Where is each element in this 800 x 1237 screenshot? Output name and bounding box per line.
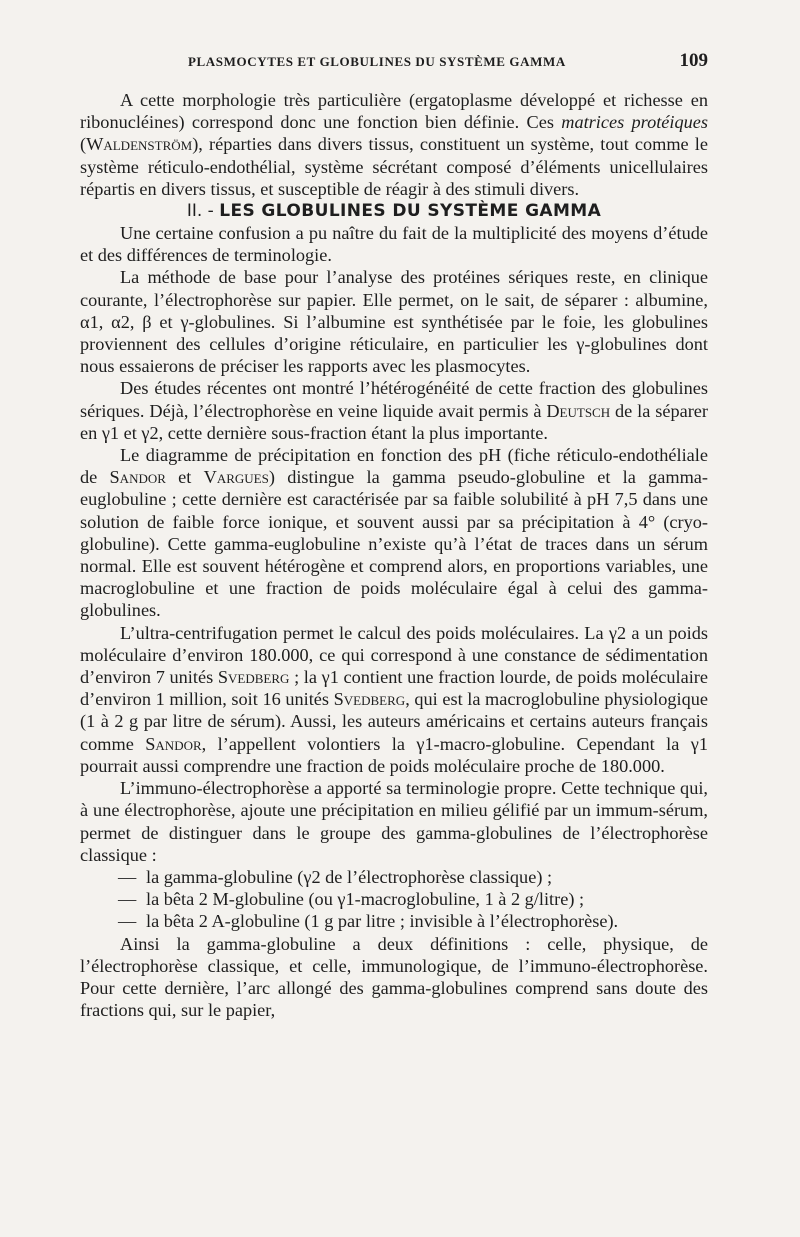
text-run: Des études récentes ont montré l’hétérogénéité de cette fraction des globulines sériques. Déjà, l’électrophorèse en veine liquide avait permis à <box>80 378 708 421</box>
text-run: A cette morphologie très particulière (ergatoplasme développé et richesse en ribonucléines) correspond donc une fonction bien définie. Ces <box>80 90 708 133</box>
paragraph: La méthode de base pour l’analyse des protéines sériques reste, en clinique courante, l’électrophorèse sur papier. Elle permet, on le sait, de séparer : albumine, α1, α2, β et γ-globulines. Si l’albumine est synthétisée par le foie, les globulines proviennent des cellules d’origine réticulaire, en particulier les γ-globulines dont nous essaierons de préciser les rapports avec les plasmocytes. <box>80 267 708 377</box>
text-run: ), réparties dans divers tissus, constituent un système, tout comme le système réticulo-endothélial, système sécrétant composé d’éléments unicellulaires répartis en divers tissus, et susceptible de réagir à des stimuli divers. <box>80 134 708 199</box>
author-name: Waldenström <box>86 134 193 155</box>
dash-list <box>80 866 708 933</box>
list-item: — la gamma-globuline (γ2 de l’électrophorèse classique) ; <box>80 866 708 888</box>
paragraph <box>80 444 708 622</box>
text-run: de la séparer en γ1 et γ2, cette dernière sous-fraction étant la plus importante. <box>80 400 709 443</box>
section-heading <box>80 200 708 222</box>
author-name: Svedberg <box>217 667 290 688</box>
running-head: PLASMOCYTES ET GLOBULINES DU SYSTÈME GAMMA <box>188 54 566 69</box>
text-run: Le diagramme de précipitation en fonction des pH (fiche réticulo-endothéliale de <box>80 445 708 488</box>
text-run: , l’appellent volontiers la γ1-macro-globuline. Cependant la γ1 pourrait aussi comprendre une fraction de poids moléculaire proche de 180.000. <box>80 733 708 776</box>
paragraph: L’immuno-électrophorèse a apporté sa terminologie propre. Cette technique qui, à une électrophorèse, ajoute une précipitation en milieu gélifié par un immum-sérum, permet de distinguer dans le groupe des gamma-globulines de l’électrophorèse classique : <box>80 778 708 865</box>
author-name: Deutsch <box>546 400 611 421</box>
list-item: — la bêta 2 A-globuline (1 g par litre ; invisible à l’électrophorèse). <box>80 910 708 932</box>
text-run: ( <box>80 134 87 155</box>
section-title: LES GLOBULINES DU SYSTÈME GAMMA <box>219 201 602 222</box>
author-name: Sandor <box>145 733 202 754</box>
page-header <box>80 50 708 74</box>
text-run: ; la γ1 contient une fraction lourde, de poids moléculaire d’environ 1 million, soit 16 unités <box>80 667 709 710</box>
paragraph <box>80 377 708 444</box>
text-run: , qui est la macroglobuline physiologique (1 à 2 g par litre de sérum). Aussi, les auteurs américains et certains auteurs français comme <box>80 689 708 754</box>
author-name: Sandor <box>109 467 166 488</box>
italic-term: matrices protéiques <box>561 112 709 133</box>
paragraph <box>80 622 708 777</box>
section-number: II. - <box>186 201 214 222</box>
page-body <box>80 89 708 1021</box>
text-run: ) distingue la gamma pseudo-globuline et la gamma-euglobuline ; cette dernière est caractérisée par sa faible solubilité à pH 7,5 dans une solution de faible force ionique, et souvent aussi par sa précipitation à 4° (cryo-globuline). Cette gamma-euglobuline n’existe qu’à l’état de traces dans un sérum normal. Elle est souvent hétérogène et comprend alors, en proportions variables, une macroglobuline et une fraction de poids moléculaire égal à celui des gamma-globulines. <box>80 467 708 621</box>
paragraph: Une certaine confusion a pu naître du fait de la multiplicité des moyens d’étude et des différences de terminologie. <box>80 223 708 266</box>
page-number: 109 <box>679 50 708 71</box>
author-name: Vargues <box>203 467 269 488</box>
text-run: et <box>165 467 204 488</box>
paragraph-intro <box>80 89 708 200</box>
paragraph: Ainsi la gamma-globuline a deux définitions : celle, physique, de l’électrophorèse classique, et celle, immunologique, de l’immuno-électrophorèse. Pour cette dernière, l’arc allongé des gamma-globulines comprend sans doute des fractions qui, sur le papier, <box>80 933 708 1021</box>
author-name: Svedberg <box>333 689 406 710</box>
list-item: — la bêta 2 M-globuline (ou γ1-macroglobuline, 1 à 2 g/litre) ; <box>80 888 708 910</box>
text-run: L’ultra-centrifugation permet le calcul des poids moléculaires. La γ2 a un poids moléculaire d’environ 180.000, ce qui correspond à une constance de sédimentation d’environ 7 unités <box>80 622 708 688</box>
